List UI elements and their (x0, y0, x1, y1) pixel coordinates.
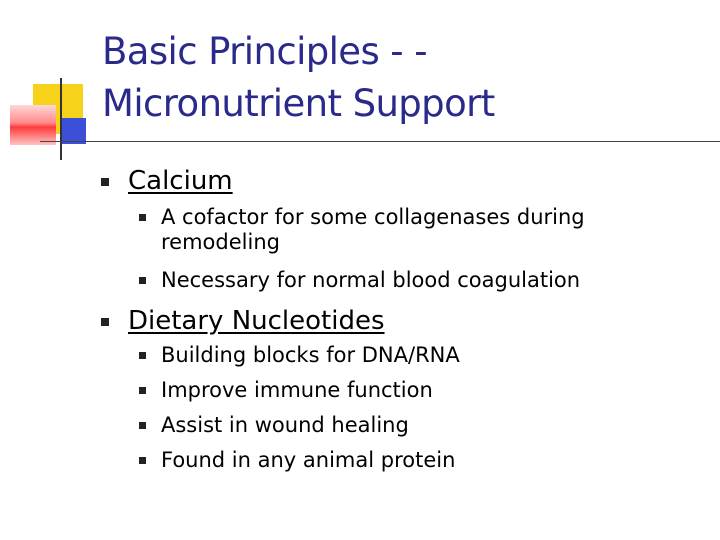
square-bullet-icon (139, 387, 146, 394)
list-item-text: A cofactor for some collagenases during remodeling (161, 205, 585, 254)
square-bullet-icon (139, 422, 146, 429)
section-heading-text: Calcium (128, 166, 233, 196)
list-item-text: Building blocks for DNA/RNA (161, 343, 460, 367)
square-bullet-icon (139, 277, 146, 284)
slide-title (102, 26, 702, 130)
slide-title-line-1: Basic Principles - - (102, 30, 427, 73)
square-bullet-icon (139, 352, 146, 359)
square-bullet-icon (101, 318, 109, 326)
pink-square-decoration (10, 105, 56, 145)
square-bullet-icon (139, 214, 146, 221)
title-underline-rule (40, 141, 720, 142)
list-item-text: Found in any animal protein (161, 448, 456, 472)
square-bullet-icon (139, 457, 146, 464)
list-item-text: Assist in wound healing (161, 413, 409, 437)
vertical-rule (60, 78, 62, 160)
slide-title-line-2: Micronutrient Support (102, 82, 495, 125)
list-item-text: Improve immune function (161, 378, 433, 402)
section-heading-text: Dietary Nucleotides (128, 306, 385, 336)
square-bullet-icon (101, 178, 109, 186)
list-item-text: Necessary for normal blood coagulation (161, 268, 581, 292)
